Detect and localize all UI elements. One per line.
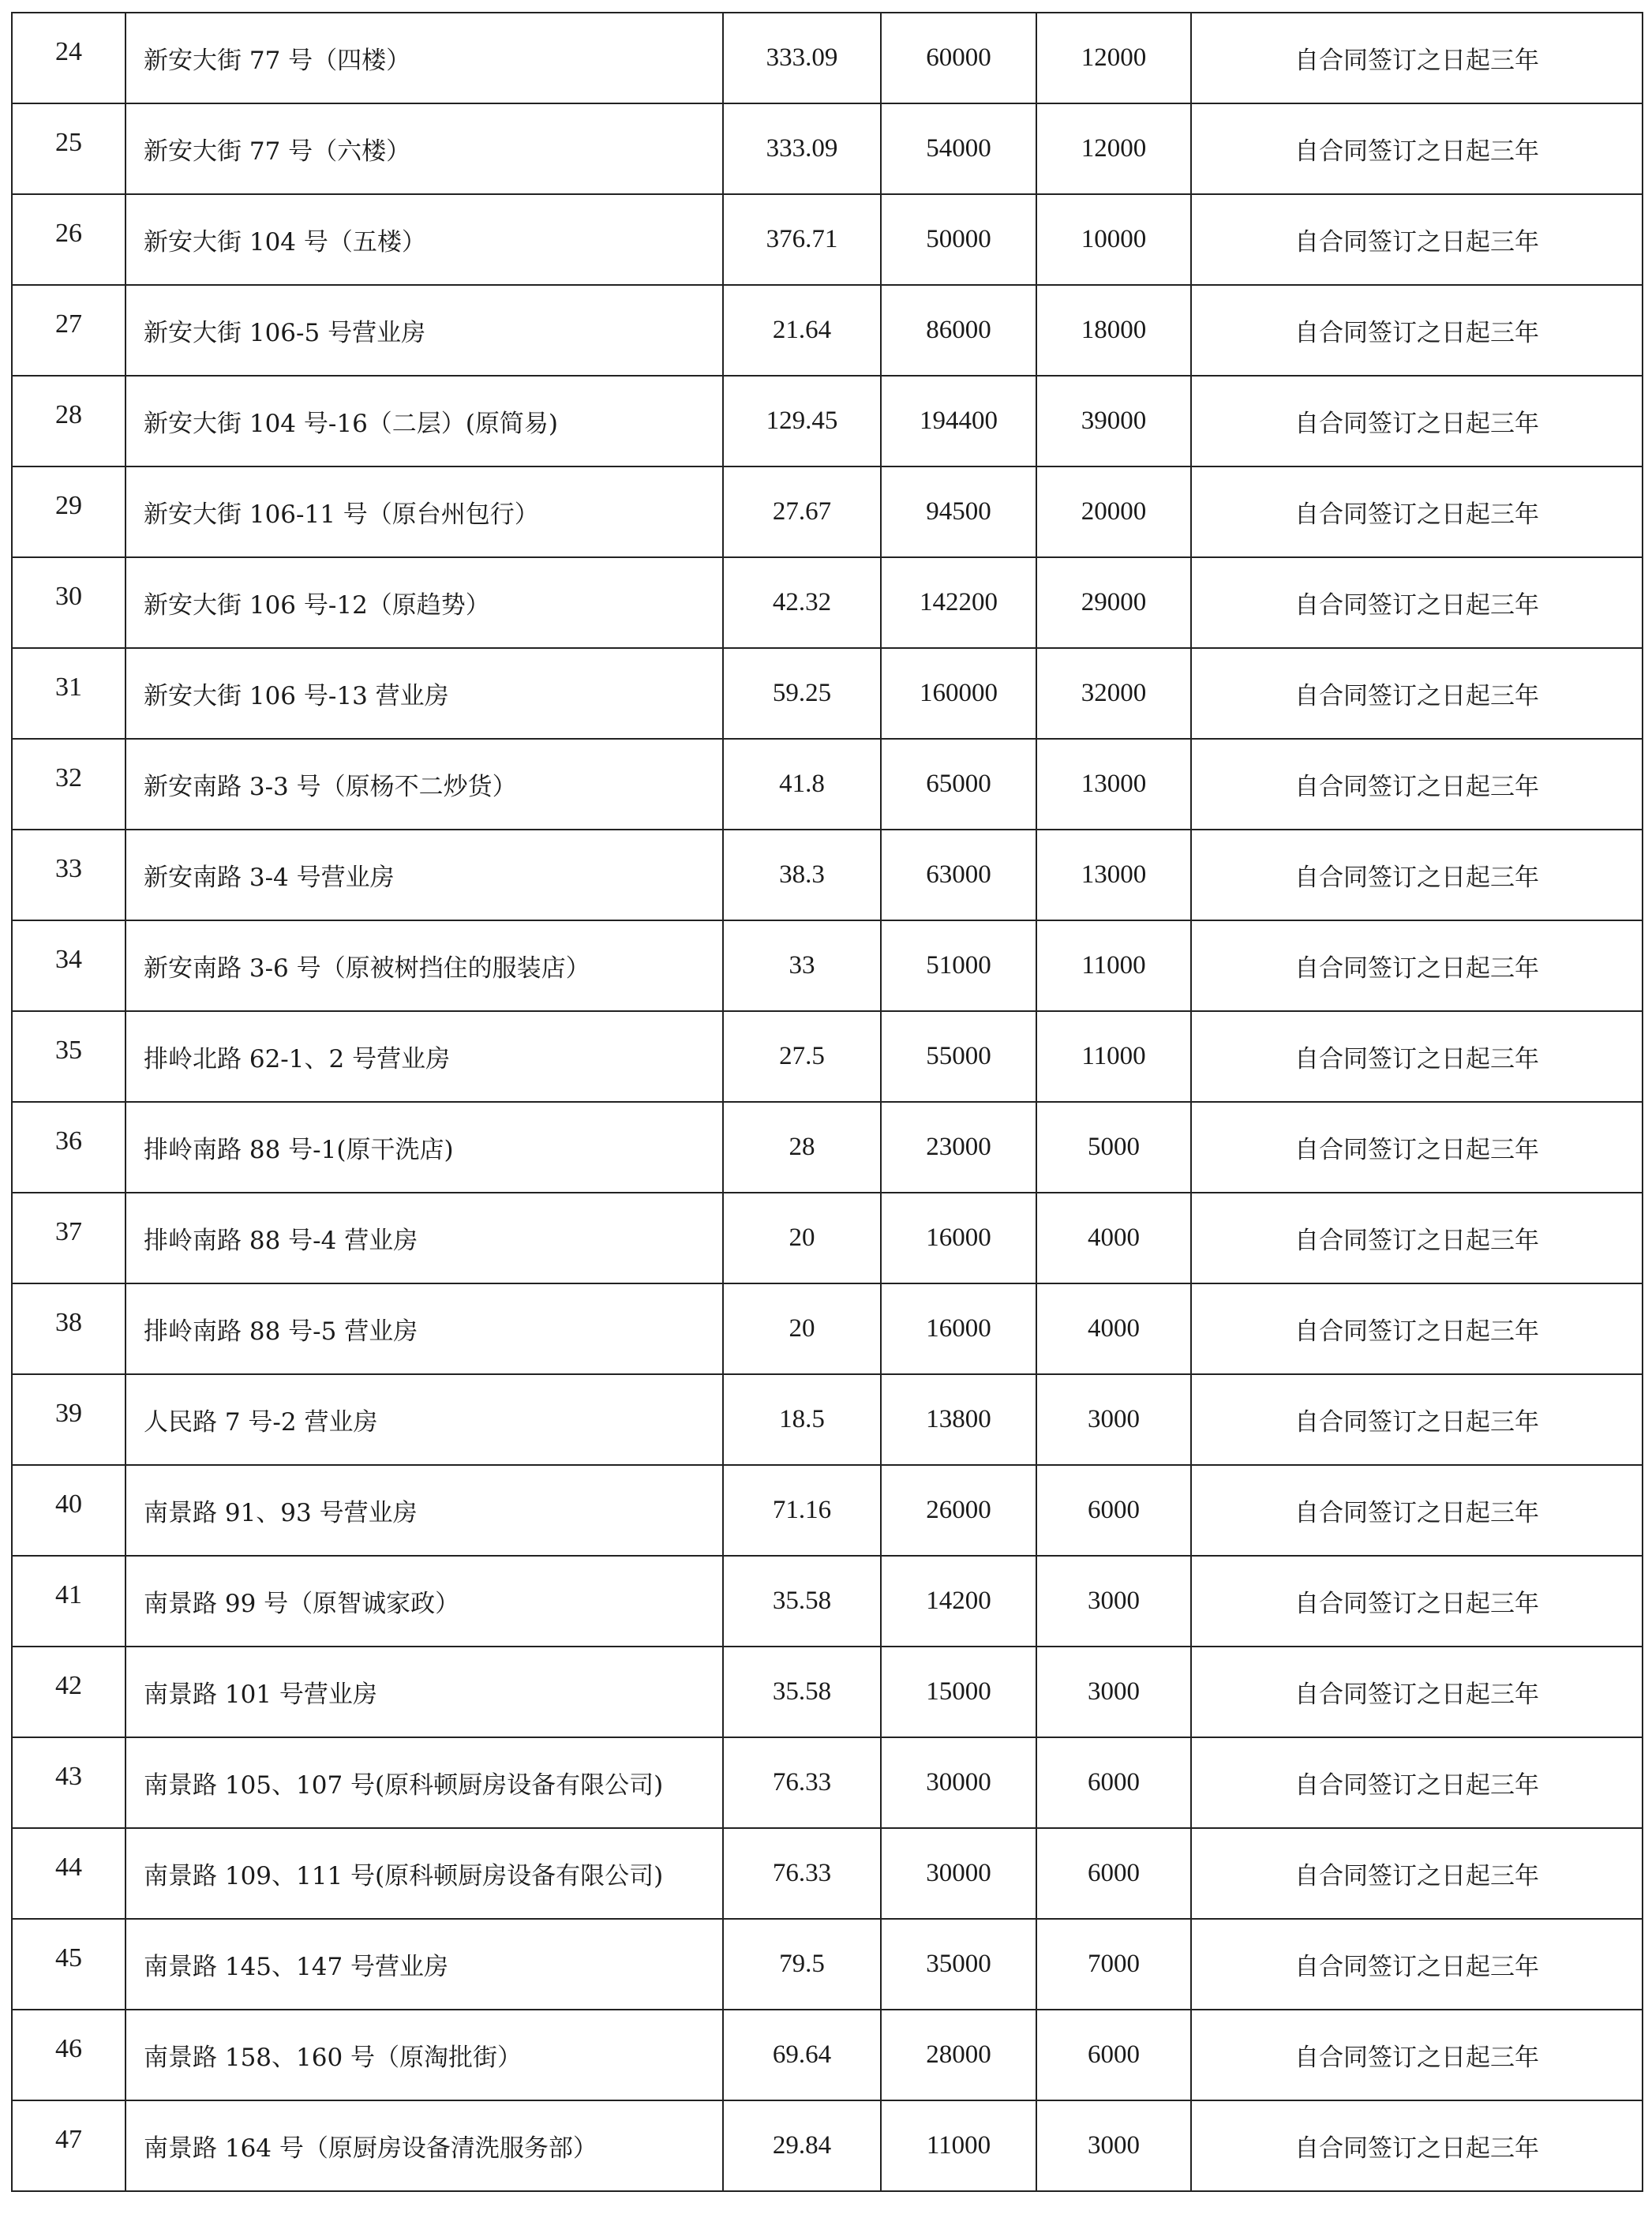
- reserve-price-value: 60000: [881, 13, 1036, 103]
- area-value: 20: [723, 1193, 881, 1283]
- row-number: 44: [12, 1828, 125, 1919]
- deposit-value: 3000: [1036, 1374, 1191, 1465]
- deposit-value: 3000: [1036, 1647, 1191, 1737]
- deposit-value: 10000: [1036, 194, 1191, 285]
- table-row: [12, 557, 1643, 648]
- area-value: 38.3: [723, 830, 881, 920]
- row-number: 38: [12, 1283, 125, 1374]
- row-number: 34: [12, 920, 125, 1011]
- table-row: [12, 2100, 1643, 2191]
- reserve-price-value: 26000: [881, 1465, 1036, 1556]
- lease-term: 自合同签订之日起三年: [1191, 1919, 1643, 2010]
- property-address: 南景路 158、160 号（原淘批街）: [125, 2010, 723, 2100]
- property-address: 南景路 101 号营业房: [125, 1647, 723, 1737]
- property-address: 新安大街 106 号-13 营业房: [125, 648, 723, 739]
- table-body: [12, 13, 1643, 2191]
- row-number: 41: [12, 1556, 125, 1647]
- row-number: 47: [12, 2100, 125, 2191]
- property-address: 新安南路 3-6 号（原被树挡住的服装店）: [125, 920, 723, 1011]
- reserve-price-value: 11000: [881, 2100, 1036, 2191]
- lease-term: 自合同签订之日起三年: [1191, 648, 1643, 739]
- row-number: 33: [12, 830, 125, 920]
- reserve-price-value: 23000: [881, 1102, 1036, 1193]
- deposit-value: 12000: [1036, 103, 1191, 194]
- table-row: [12, 1465, 1643, 1556]
- lease-term: 自合同签订之日起三年: [1191, 1828, 1643, 1919]
- deposit-value: 6000: [1036, 1828, 1191, 1919]
- row-number: 26: [12, 194, 125, 285]
- reserve-price-value: 16000: [881, 1283, 1036, 1374]
- deposit-value: 7000: [1036, 1919, 1191, 2010]
- area-value: 59.25: [723, 648, 881, 739]
- reserve-price-value: 35000: [881, 1919, 1036, 2010]
- lease-term: 自合同签订之日起三年: [1191, 1193, 1643, 1283]
- row-number: 30: [12, 557, 125, 648]
- reserve-price-value: 15000: [881, 1647, 1036, 1737]
- row-number: 40: [12, 1465, 125, 1556]
- property-address: 新安大街 104 号-16（二层）(原简易): [125, 376, 723, 466]
- area-value: 18.5: [723, 1374, 881, 1465]
- deposit-value: 11000: [1036, 1011, 1191, 1102]
- deposit-value: 3000: [1036, 1556, 1191, 1647]
- lease-term: 自合同签订之日起三年: [1191, 13, 1643, 103]
- property-address: 排岭北路 62-1、2 号营业房: [125, 1011, 723, 1102]
- table-row: [12, 920, 1643, 1011]
- property-address: 南景路 99 号（原智诚家政）: [125, 1556, 723, 1647]
- reserve-price-value: 194400: [881, 376, 1036, 466]
- deposit-value: 6000: [1036, 1737, 1191, 1828]
- table-row: [12, 1556, 1643, 1647]
- lease-term: 自合同签订之日起三年: [1191, 194, 1643, 285]
- area-value: 376.71: [723, 194, 881, 285]
- table-row: [12, 13, 1643, 103]
- row-number: 28: [12, 376, 125, 466]
- row-number: 25: [12, 103, 125, 194]
- reserve-price-value: 30000: [881, 1828, 1036, 1919]
- property-address: 南景路 105、107 号(原科顿厨房设备有限公司): [125, 1737, 723, 1828]
- reserve-price-value: 142200: [881, 557, 1036, 648]
- property-address: 排岭南路 88 号-1(原干洗店): [125, 1102, 723, 1193]
- deposit-value: 13000: [1036, 739, 1191, 830]
- property-address: 新安大街 106-11 号（原台州包行）: [125, 466, 723, 557]
- row-number: 43: [12, 1737, 125, 1828]
- reserve-price-value: 30000: [881, 1737, 1036, 1828]
- area-value: 20: [723, 1283, 881, 1374]
- lease-term: 自合同签订之日起三年: [1191, 285, 1643, 376]
- lease-term: 自合同签订之日起三年: [1191, 557, 1643, 648]
- area-value: 129.45: [723, 376, 881, 466]
- reserve-price-value: 14200: [881, 1556, 1036, 1647]
- lease-term: 自合同签订之日起三年: [1191, 1102, 1643, 1193]
- table-row: [12, 739, 1643, 830]
- lease-term: 自合同签订之日起三年: [1191, 2010, 1643, 2100]
- area-value: 27.5: [723, 1011, 881, 1102]
- deposit-value: 18000: [1036, 285, 1191, 376]
- deposit-value: 20000: [1036, 466, 1191, 557]
- area-value: 29.84: [723, 2100, 881, 2191]
- row-number: 32: [12, 739, 125, 830]
- property-address: 南景路 91、93 号营业房: [125, 1465, 723, 1556]
- deposit-value: 32000: [1036, 648, 1191, 739]
- property-lease-table: [11, 12, 1643, 2192]
- area-value: 33: [723, 920, 881, 1011]
- lease-term: 自合同签订之日起三年: [1191, 376, 1643, 466]
- area-value: 333.09: [723, 103, 881, 194]
- lease-term: 自合同签订之日起三年: [1191, 1737, 1643, 1828]
- lease-term: 自合同签订之日起三年: [1191, 1556, 1643, 1647]
- area-value: 41.8: [723, 739, 881, 830]
- row-number: 37: [12, 1193, 125, 1283]
- row-number: 42: [12, 1647, 125, 1737]
- area-value: 42.32: [723, 557, 881, 648]
- reserve-price-value: 13800: [881, 1374, 1036, 1465]
- deposit-value: 5000: [1036, 1102, 1191, 1193]
- table-row: [12, 1737, 1643, 1828]
- property-address: 新安大街 106-5 号营业房: [125, 285, 723, 376]
- lease-term: 自合同签订之日起三年: [1191, 1283, 1643, 1374]
- property-address: 南景路 145、147 号营业房: [125, 1919, 723, 2010]
- property-address: 新安大街 77 号（六楼）: [125, 103, 723, 194]
- lease-term: 自合同签订之日起三年: [1191, 739, 1643, 830]
- lease-term: 自合同签订之日起三年: [1191, 830, 1643, 920]
- lease-term: 自合同签订之日起三年: [1191, 103, 1643, 194]
- area-value: 21.64: [723, 285, 881, 376]
- table-row: [12, 1283, 1643, 1374]
- row-number: 31: [12, 648, 125, 739]
- row-number: 35: [12, 1011, 125, 1102]
- reserve-price-value: 63000: [881, 830, 1036, 920]
- row-number: 24: [12, 13, 125, 103]
- table-row: [12, 376, 1643, 466]
- table-row: [12, 285, 1643, 376]
- reserve-price-value: 160000: [881, 648, 1036, 739]
- row-number: 39: [12, 1374, 125, 1465]
- reserve-price-value: 86000: [881, 285, 1036, 376]
- deposit-value: 4000: [1036, 1193, 1191, 1283]
- property-address: 南景路 164 号（原厨房设备清洗服务部）: [125, 2100, 723, 2191]
- reserve-price-value: 65000: [881, 739, 1036, 830]
- lease-term: 自合同签订之日起三年: [1191, 1011, 1643, 1102]
- deposit-value: 3000: [1036, 2100, 1191, 2191]
- reserve-price-value: 16000: [881, 1193, 1036, 1283]
- table-row: [12, 1193, 1643, 1283]
- deposit-value: 12000: [1036, 13, 1191, 103]
- table-row: [12, 2010, 1643, 2100]
- property-address: 新安大街 104 号（五楼）: [125, 194, 723, 285]
- area-value: 79.5: [723, 1919, 881, 2010]
- area-value: 69.64: [723, 2010, 881, 2100]
- table-row: [12, 1919, 1643, 2010]
- area-value: 333.09: [723, 13, 881, 103]
- row-number: 27: [12, 285, 125, 376]
- area-value: 27.67: [723, 466, 881, 557]
- deposit-value: 13000: [1036, 830, 1191, 920]
- table-row: [12, 1102, 1643, 1193]
- table-row: [12, 103, 1643, 194]
- area-value: 76.33: [723, 1828, 881, 1919]
- row-number: 46: [12, 2010, 125, 2100]
- property-address: 新安大街 77 号（四楼）: [125, 13, 723, 103]
- reserve-price-value: 94500: [881, 466, 1036, 557]
- row-number: 29: [12, 466, 125, 557]
- reserve-price-value: 28000: [881, 2010, 1036, 2100]
- property-address: 人民路 7 号-2 营业房: [125, 1374, 723, 1465]
- lease-term: 自合同签订之日起三年: [1191, 466, 1643, 557]
- area-value: 35.58: [723, 1556, 881, 1647]
- table-row: [12, 1828, 1643, 1919]
- deposit-value: 6000: [1036, 1465, 1191, 1556]
- property-address: 新安南路 3-4 号营业房: [125, 830, 723, 920]
- table-row: [12, 194, 1643, 285]
- table-row: [12, 1011, 1643, 1102]
- row-number: 36: [12, 1102, 125, 1193]
- area-value: 28: [723, 1102, 881, 1193]
- reserve-price-value: 55000: [881, 1011, 1036, 1102]
- table-row: [12, 466, 1643, 557]
- property-address: 排岭南路 88 号-5 营业房: [125, 1283, 723, 1374]
- area-value: 35.58: [723, 1647, 881, 1737]
- property-address: 新安大街 106 号-12（原趋势）: [125, 557, 723, 648]
- area-value: 71.16: [723, 1465, 881, 1556]
- property-address: 排岭南路 88 号-4 营业房: [125, 1193, 723, 1283]
- deposit-value: 29000: [1036, 557, 1191, 648]
- property-address: 南景路 109、111 号(原科顿厨房设备有限公司): [125, 1828, 723, 1919]
- reserve-price-value: 51000: [881, 920, 1036, 1011]
- table-row: [12, 830, 1643, 920]
- deposit-value: 11000: [1036, 920, 1191, 1011]
- lease-term: 自合同签订之日起三年: [1191, 1647, 1643, 1737]
- deposit-value: 6000: [1036, 2010, 1191, 2100]
- lease-term: 自合同签订之日起三年: [1191, 920, 1643, 1011]
- lease-term: 自合同签订之日起三年: [1191, 1465, 1643, 1556]
- reserve-price-value: 50000: [881, 194, 1036, 285]
- row-number: 45: [12, 1919, 125, 2010]
- table-row: [12, 1647, 1643, 1737]
- area-value: 76.33: [723, 1737, 881, 1828]
- deposit-value: 39000: [1036, 376, 1191, 466]
- table-row: [12, 1374, 1643, 1465]
- reserve-price-value: 54000: [881, 103, 1036, 194]
- deposit-value: 4000: [1036, 1283, 1191, 1374]
- lease-term: 自合同签订之日起三年: [1191, 2100, 1643, 2191]
- property-address: 新安南路 3-3 号（原杨不二炒货）: [125, 739, 723, 830]
- table-row: [12, 648, 1643, 739]
- lease-term: 自合同签订之日起三年: [1191, 1374, 1643, 1465]
